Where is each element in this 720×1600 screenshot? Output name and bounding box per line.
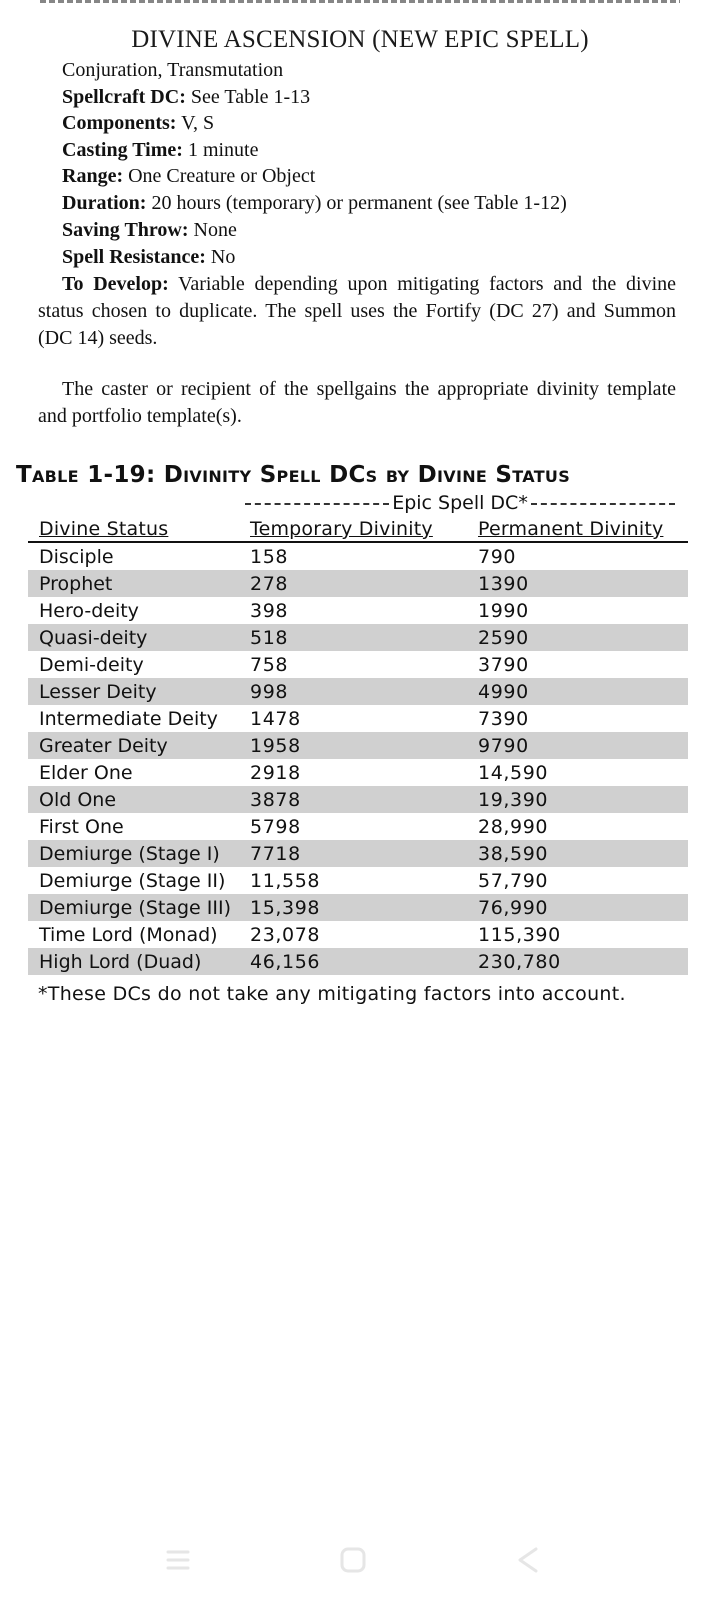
cell-status: Time Lord (Monad) <box>39 923 218 946</box>
develop-label: To Develop: <box>62 273 169 295</box>
home-icon[interactable] <box>333 1540 373 1580</box>
cell-temporary: 15,398 <box>250 896 321 919</box>
cell-temporary: 7718 <box>250 842 301 865</box>
field-label: Range: <box>62 165 124 187</box>
cell-status: Greater Deity <box>39 734 168 757</box>
field-saving-throw <box>62 217 692 244</box>
cell-status: High Lord (Duad) <box>39 950 202 973</box>
field-label: Components: <box>62 112 177 134</box>
cell-permanent: 230,780 <box>478 950 561 973</box>
table-row <box>28 867 688 894</box>
table-row <box>28 705 688 732</box>
cell-temporary: 2918 <box>250 761 301 784</box>
field-value: No <box>205 246 236 268</box>
cell-temporary: 1478 <box>250 707 301 730</box>
back-icon[interactable] <box>508 1540 548 1580</box>
table-row <box>28 570 688 597</box>
cell-permanent: 38,590 <box>478 842 549 865</box>
field-label: Casting Time: <box>62 139 183 161</box>
epic-spell-dc-header <box>245 492 675 514</box>
table-row <box>28 813 688 840</box>
cell-temporary: 1958 <box>250 734 301 757</box>
field-label: Saving Throw: <box>62 219 189 241</box>
spell-title: DIVINE ASCENSION (NEW EPIC SPELL) <box>131 26 589 53</box>
column-header-temporary: Temporary Divinity <box>250 518 433 540</box>
field-value: 20 hours (temporary) or permanent (see Table 1-12) <box>146 192 567 214</box>
cell-temporary: 5798 <box>250 815 301 838</box>
cell-permanent: 4990 <box>478 680 529 703</box>
table-row <box>28 624 688 651</box>
field-spell-resistance <box>62 244 692 271</box>
cell-temporary: 46,156 <box>250 950 321 973</box>
cell-status: Disciple <box>39 545 114 568</box>
cell-status: Hero-deity <box>39 599 139 622</box>
cell-status: Quasi-deity <box>39 626 148 649</box>
table-row <box>28 732 688 759</box>
cell-permanent: 9790 <box>478 734 529 757</box>
cell-status: Demiurge (Stage II) <box>39 869 226 892</box>
field-label: Spell Resistance: <box>62 246 206 268</box>
cell-permanent: 3790 <box>478 653 529 676</box>
table-row <box>28 840 688 867</box>
cell-temporary: 998 <box>250 680 289 703</box>
develop-text: Variable depending upon mitigating factors and the divine status chosen to duplicate. The spell uses the Fortify (DC 27) and Summon (DC 14) seeds. <box>38 273 676 349</box>
cell-temporary: 398 <box>250 599 289 622</box>
cell-status: Demiurge (Stage I) <box>39 842 220 865</box>
cell-temporary: 278 <box>250 572 289 595</box>
field-value: None <box>188 219 237 241</box>
cell-permanent: 57,790 <box>478 869 549 892</box>
cell-permanent: 28,990 <box>478 815 549 838</box>
cell-permanent: 7390 <box>478 707 529 730</box>
table-row <box>28 597 688 624</box>
field-range <box>62 163 692 190</box>
to-develop-paragraph <box>38 271 676 352</box>
table-footnote: *These DCs do not take any mitigating factors into account. <box>38 983 626 1005</box>
field-value: See Table 1-13 <box>185 86 311 108</box>
field-spellcraft-dc <box>62 84 692 111</box>
cell-permanent: 14,590 <box>478 761 549 784</box>
dash-rule-right <box>531 503 675 505</box>
cell-status: Demiurge (Stage III) <box>39 896 231 919</box>
table-row <box>28 651 688 678</box>
cell-temporary: 23,078 <box>250 923 321 946</box>
cell-status: Old One <box>39 788 117 811</box>
column-header-divine-status: Divine Status <box>39 518 169 540</box>
field-casting-time <box>62 137 692 164</box>
table-row <box>28 543 688 570</box>
cell-permanent: 1390 <box>478 572 529 595</box>
table-row <box>28 786 688 813</box>
table-row <box>28 894 688 921</box>
table-row <box>28 678 688 705</box>
field-value: 1 minute <box>182 139 259 161</box>
group-header-label: Epic Spell DC* <box>392 492 528 514</box>
cell-permanent: 1990 <box>478 599 529 622</box>
column-header-permanent: Permanent Divinity <box>478 518 664 540</box>
cell-temporary: 158 <box>250 545 289 568</box>
cell-status: Intermediate Deity <box>39 707 218 730</box>
cell-status: Demi-deity <box>39 653 144 676</box>
menu-icon[interactable] <box>158 1540 198 1580</box>
field-value: V, S <box>176 112 215 134</box>
description-paragraph <box>38 376 676 430</box>
cell-permanent: 115,390 <box>478 923 561 946</box>
description-text: The caster or recipient of the spellgains the appropriate divinity template and portfolio template(s). <box>38 378 676 427</box>
cell-permanent: 19,390 <box>478 788 549 811</box>
table-title: Table 1-19: Divinity Spell DCs by Divine Status <box>16 462 571 488</box>
field-label: Spellcraft DC: <box>62 86 186 108</box>
system-navigation-bar <box>0 1540 720 1580</box>
cell-temporary: 11,558 <box>250 869 321 892</box>
spell-school: Conjuration, Transmutation <box>62 59 284 81</box>
cell-status: Prophet <box>39 572 113 595</box>
cell-status: Elder One <box>39 761 133 784</box>
table-header-row <box>28 513 688 543</box>
cell-temporary: 3878 <box>250 788 301 811</box>
clipped-previous-text <box>0 0 720 4</box>
cell-permanent: 790 <box>478 545 517 568</box>
cell-temporary: 758 <box>250 653 289 676</box>
table-row <box>28 948 688 975</box>
field-value: One Creature or Object <box>123 165 316 187</box>
divinity-dc-table <box>28 513 688 975</box>
field-label: Duration: <box>62 192 147 214</box>
field-duration <box>62 190 692 217</box>
dash-rule-left <box>245 503 389 505</box>
cell-status: Lesser Deity <box>39 680 157 703</box>
cell-permanent: 2590 <box>478 626 529 649</box>
cell-status: First One <box>39 815 124 838</box>
cell-temporary: 518 <box>250 626 289 649</box>
cell-permanent: 76,990 <box>478 896 549 919</box>
table-row <box>28 759 688 786</box>
table-row <box>28 921 688 948</box>
field-components <box>62 110 692 137</box>
